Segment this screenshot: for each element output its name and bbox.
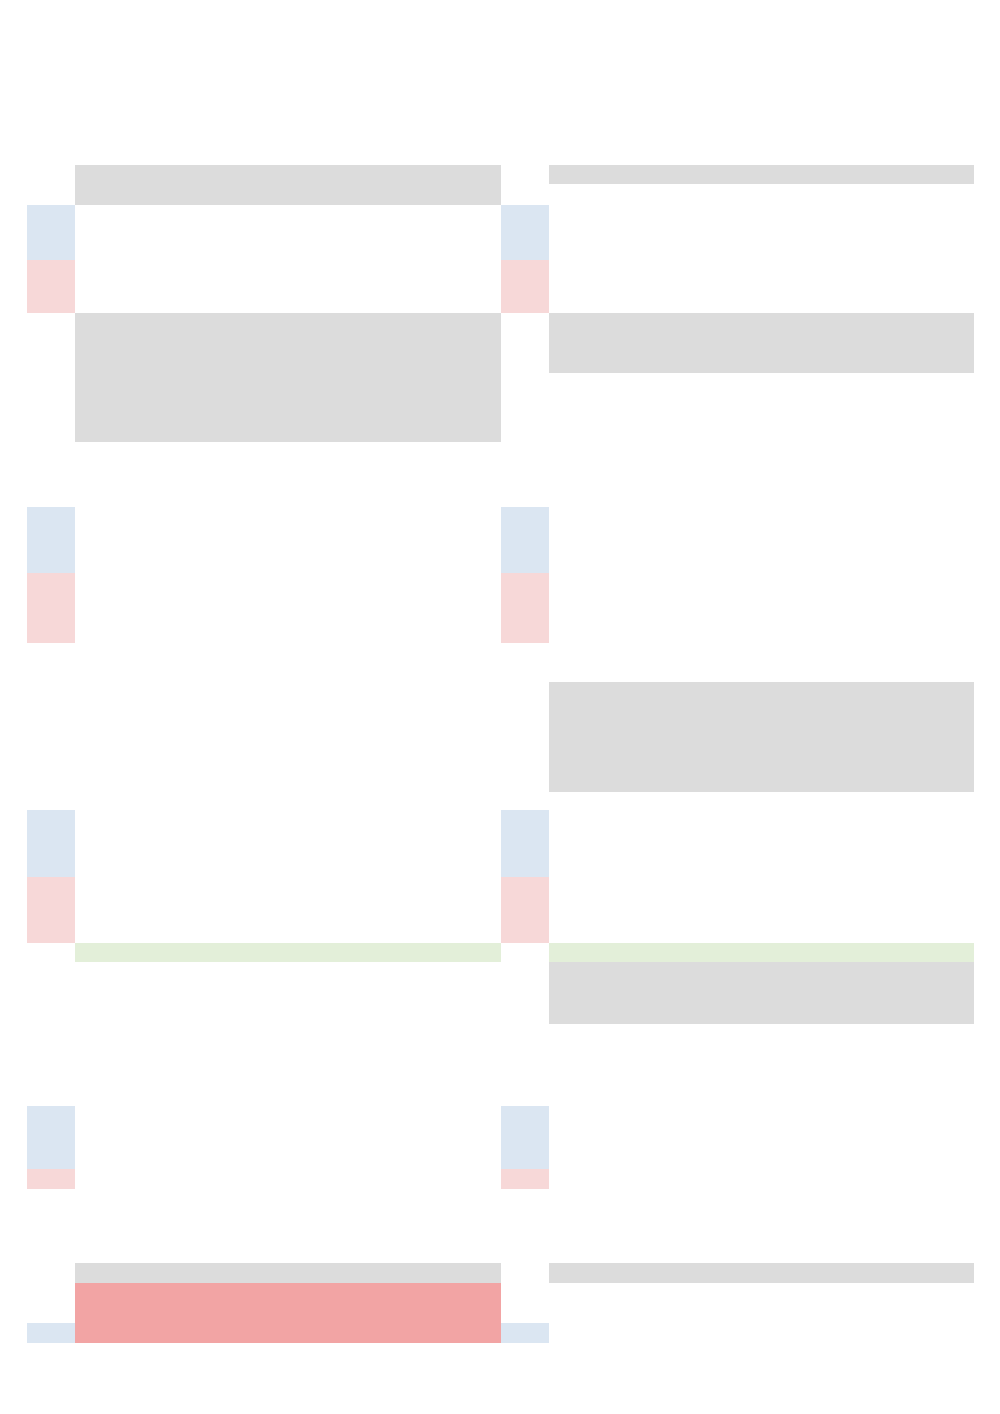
day-number [27,983,51,1003]
weekday [51,1024,75,1106]
day-number [27,353,51,373]
day-number [27,962,51,983]
weekday [51,1106,75,1169]
day-number [27,333,51,353]
closed-block [549,682,974,792]
day-number [501,1189,525,1209]
day-number [27,643,51,662]
day-number [501,1323,525,1343]
weekday [525,260,549,313]
day-number [27,682,51,737]
weekday [525,1303,549,1323]
weekday [525,507,549,573]
weekday [525,810,549,877]
day-number [501,205,525,260]
day-number [27,1263,51,1283]
closed-block [549,962,974,1024]
day-number [27,1106,51,1169]
day-number [501,810,525,877]
day-number [27,507,51,573]
weekday [51,1323,75,1343]
weekday [525,1323,549,1343]
weekday [51,184,75,205]
day-number [501,373,525,442]
weekday [525,184,549,205]
day-number [501,1283,525,1303]
weekday [51,1209,75,1263]
closed-block [549,165,974,184]
day-number [27,943,51,962]
day-number [501,573,525,643]
weekday [525,442,549,507]
weekday [525,1169,549,1189]
weekday [51,962,75,983]
day-number [501,1106,525,1169]
weekday [51,313,75,333]
weekday [525,1283,549,1303]
day-number [501,983,525,1003]
day-number [27,1323,51,1343]
weekday [51,1263,75,1283]
day-number [501,737,525,792]
header-main [27,133,501,165]
day-number [501,313,525,333]
weekday [51,353,75,373]
weekday [525,333,549,353]
yearend-block [75,1283,501,1343]
weekday [51,1189,75,1209]
day-number [27,810,51,877]
weekday [525,165,549,184]
day-number [27,1189,51,1209]
weekday [51,737,75,792]
closed-block [549,313,974,373]
weekday [51,573,75,643]
day-number [501,1003,525,1024]
day-number [501,1209,525,1263]
header-art [501,133,974,165]
day-number [501,1024,525,1106]
weekday [525,1209,549,1263]
day-number [27,1209,51,1263]
weekday [525,205,549,260]
weekday [525,682,549,737]
weekday [525,353,549,373]
day-number [27,877,51,943]
day-number [27,1169,51,1189]
weekday [525,737,549,792]
weekday [525,373,549,442]
day-number [27,1283,51,1303]
day-number [501,260,525,313]
day-number [501,165,525,184]
day-number [501,184,525,205]
weekday [525,792,549,810]
weekday [51,792,75,810]
closed-row [549,943,974,962]
weekday [525,1263,549,1283]
closed-block [75,1263,501,1283]
day-number [501,442,525,507]
day-number [27,260,51,313]
day-number [501,662,525,682]
event-info [126,205,501,313]
weekday [525,1106,549,1169]
weekday [525,573,549,643]
event-time [75,205,126,260]
day-number [501,1263,525,1283]
day-number [27,737,51,792]
day-number [27,1003,51,1024]
weekday [51,507,75,573]
closed-row [75,943,501,962]
weekday [525,943,549,962]
day-number [27,573,51,643]
weekday [51,205,75,260]
weekday [51,810,75,877]
weekday [51,165,75,184]
weekday [51,662,75,682]
day-number [27,1303,51,1323]
weekday [51,1303,75,1323]
closed-block [75,165,501,205]
weekday [525,1003,549,1024]
weekday [51,1283,75,1303]
qr-code[interactable] [902,72,954,124]
day-number [27,373,51,442]
weekday [51,333,75,353]
schedule-table [27,133,974,1344]
weekday [525,983,549,1003]
weekday [51,943,75,962]
day-number [501,643,525,662]
day-number [27,313,51,333]
day-number [27,662,51,682]
day-number [27,184,51,205]
closed-block [549,1263,974,1283]
weekday [51,682,75,737]
weekday [51,373,75,442]
day-number [501,962,525,983]
weekday [51,1003,75,1024]
weekday [525,962,549,983]
day-number [501,507,525,573]
day-number [501,353,525,373]
closed-block [75,313,501,442]
weekday [525,877,549,943]
weekday [525,313,549,333]
weekday [51,260,75,313]
weekday [51,877,75,943]
day-number [501,1169,525,1189]
day-number [27,205,51,260]
weekday [525,662,549,682]
day-number [27,792,51,810]
weekday [51,643,75,662]
event-time [75,260,126,313]
weekday [525,1189,549,1209]
day-number [27,1024,51,1106]
day-number [501,333,525,353]
day-number [501,943,525,962]
day-number [27,165,51,184]
day-number [501,1303,525,1323]
weekday [525,1024,549,1106]
day-number [27,442,51,507]
day-number [501,877,525,943]
day-number [501,792,525,810]
day-number [501,682,525,737]
weekday [51,1169,75,1189]
weekday [51,442,75,507]
weekday [51,983,75,1003]
weekday [525,643,549,662]
